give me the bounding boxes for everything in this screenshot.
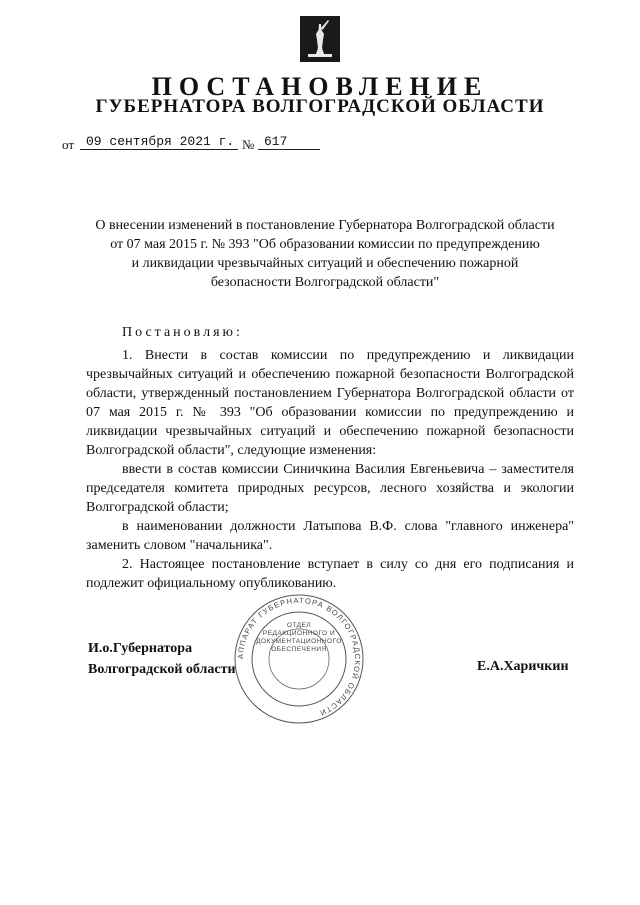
- coat-of-arms-emblem: [300, 16, 340, 62]
- stamp-center-line: ДОКУМЕНТАЦИОННОГО: [256, 638, 342, 645]
- subject-line: и ликвидации чрезвычайных ситуаций и обеспечению пожарной: [131, 256, 519, 271]
- clause-1: 1. Внести в состав комиссии по предупреждению и ликвидации чрезвычайных ситуаций и обеспечению пожарной безопасности Волгоградской области, утвержденный постановлением Губернатора Волгоградской области от 07 мая 2015 г. № 393 "Об образовании комиссии по предупреждению и ликвидации чрезвычайных ситуаций и обеспечению пожарной безопасности Волгоградской области", следующие изменения:: [86, 348, 574, 458]
- signatory-position: [88, 638, 236, 680]
- svg-text:АППАРАТ ГУБЕРНАТОРА ВОЛГОГРАДС: [236, 596, 362, 718]
- clause-2: 2. Настоящее постановление вступает в силу со дня его подписания и подлежит официальному опубликованию.: [86, 557, 574, 591]
- stamp-center-line: ОТДЕЛ: [286, 622, 312, 629]
- document-subject: [60, 216, 590, 292]
- stamp-center-line: РЕДАКЦИОННОГО И: [262, 630, 336, 637]
- signatory-name: Е.А.Харичкин: [477, 659, 569, 674]
- signatory-position-line: Волгоградской области: [88, 662, 236, 677]
- clause-1-subitem-a: ввести в состав комиссии Синичкина Василия Евгеньевича – заместителя председателя комитета природных ресурсов, лесного хозяйства и экологии Волгоградской области;: [86, 462, 574, 515]
- subject-line: безопасности Волгоградской области": [210, 275, 440, 290]
- resolution-heading: Постановляю:: [122, 325, 243, 340]
- signatory-position-line: И.о.Губернатора: [88, 641, 193, 656]
- subject-line: от 07 мая 2015 г. № 393 "Об образовании комиссии по предупреждению: [110, 237, 540, 252]
- date-prefix: от: [62, 137, 75, 152]
- stamp-ring-text: АППАРАТ ГУБЕРНАТОРА ВОЛГОГРАДСКОЙ ОБЛАСТИ: [235, 595, 363, 718]
- document-subtitle: ГУБЕРНАТОРА ВОЛГОГРАДСКОЙ ОБЛАСТИ: [95, 96, 545, 117]
- document-number: 617: [258, 134, 320, 150]
- document-title: ПОСТАНОВЛЕНИЕ: [151, 72, 489, 101]
- stamp-center-line: ОБЕСПЕЧЕНИЯ: [271, 646, 327, 653]
- document-date: 09 сентября 2021 г.: [80, 134, 238, 150]
- subject-line: О внесении изменений в постановление Губернатора Волгоградской области: [95, 218, 555, 233]
- document-body: [86, 323, 574, 593]
- clause-1-subitem-b: в наименовании должности Латыпова В.Ф. слова "главного инженера" заменить словом "начальника".: [86, 519, 574, 553]
- number-prefix: №: [242, 137, 255, 152]
- stamp-center-text: [232, 622, 366, 654]
- official-stamp: [232, 592, 366, 726]
